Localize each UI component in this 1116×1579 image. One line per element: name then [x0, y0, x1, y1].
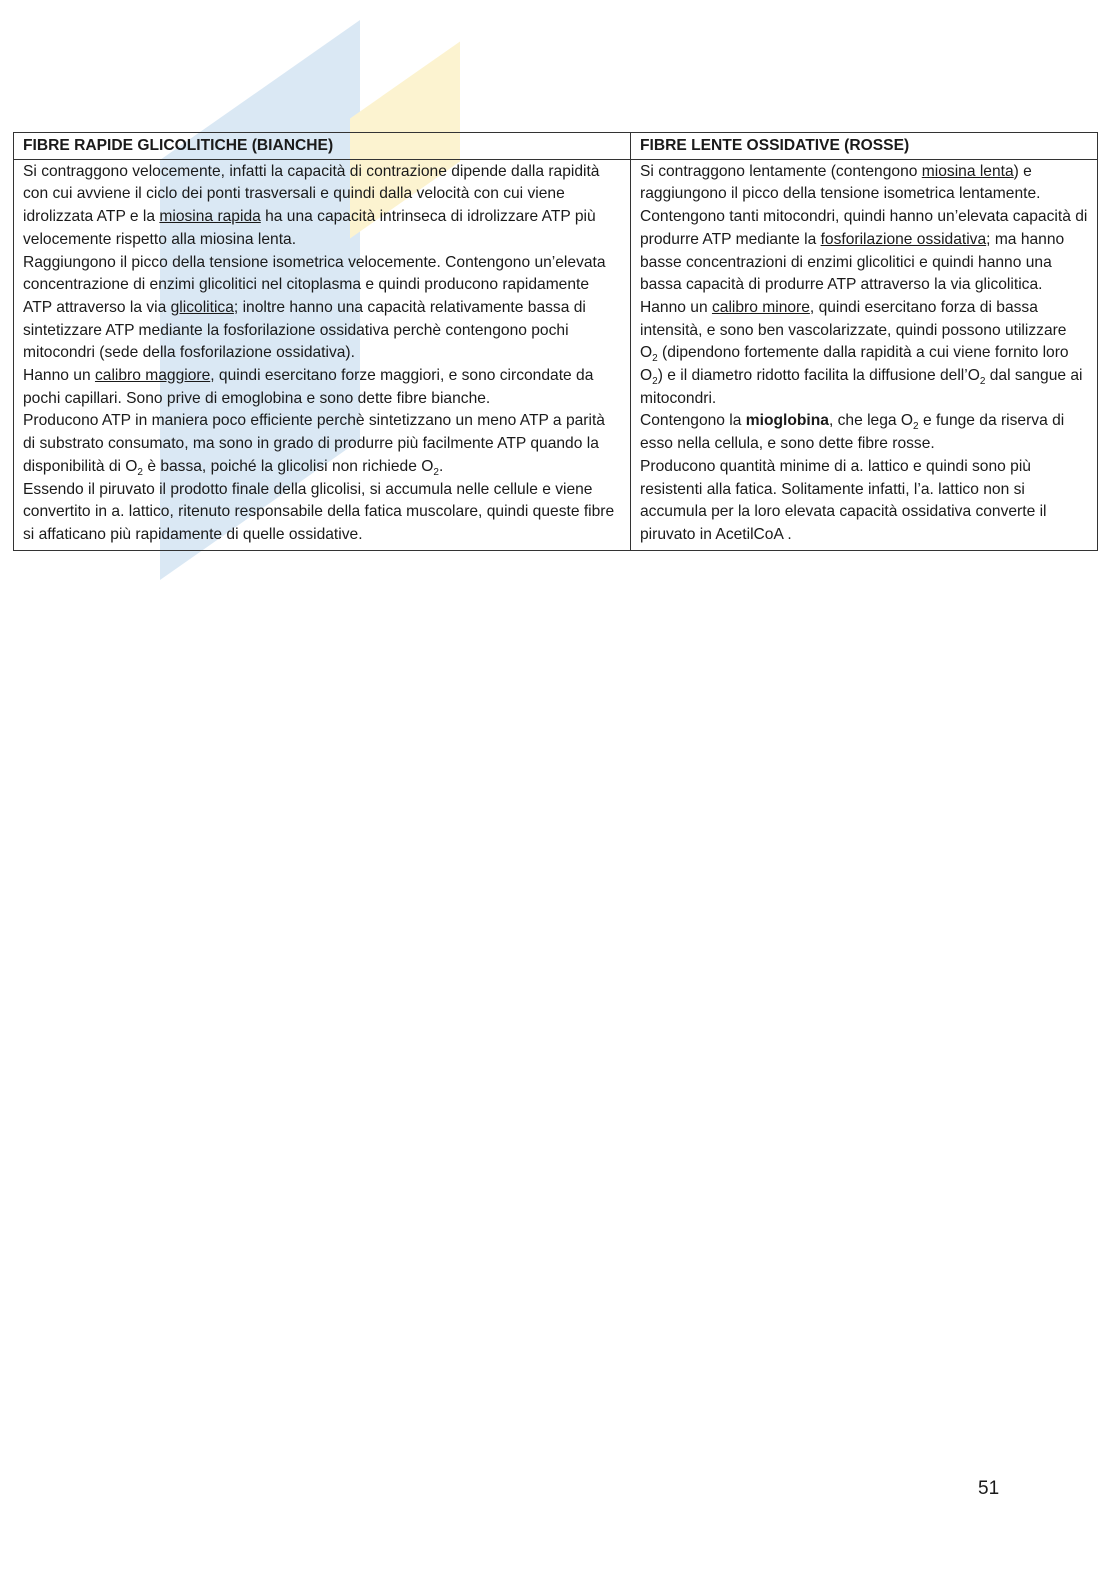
- page-number: 51: [978, 1478, 1000, 1499]
- paragraph: Producono ATP in maniera poco efficiente perchè sintetizzano un meno ATP a parità di substrato consumato, ma sono in grado di produrre più facilmente ATP quando la disponibilità di $O_2$ è bassa, poiché la glicolisi non richiede $O_2$.: [23, 412, 605, 478]
- paragraph: Raggiungono il picco della tensione isometrica velocemente. Contengono un’elevata concentrazione di enzimi glicolitici nel citoplasma e quindi producono rapidamente ATP attraverso la via glicolitica; inoltre hanno una capacità relativamente bassa di sintetizzare ATP mediante la fosforilazione ossidativa perchè contengono pochi mitocondri (sede della fosforilazione ossidativa).: [23, 253, 606, 362]
- header-slow-oxidative: FIBRE LENTE OSSIDATIVE (ROSSE): [631, 133, 1098, 160]
- paragraph: Essendo il piruvato il prodotto finale della glicolisi, si accumula nelle cellule e viene convertito in a. lattico, ritenuto responsabile della fatica muscolare, quindi queste fibre si affaticano più rapidamente di quelle ossidative.: [23, 480, 615, 543]
- underlined-term: calibro maggiore: [94, 367, 211, 385]
- paragraph: Si contraggono velocemente, infatti la capacità di contrazione dipende dalla rapidità con cui avviene il ciclo dei ponti trasversali e quindi dalla velocità con cui viene idrolizzata ATP e la miosina rapida ha una capacità intrinseca di idrolizzare ATP più velocemente rispetto alla miosina lenta.: [23, 162, 600, 248]
- underlined-term: calibro minore: [711, 298, 810, 316]
- paragraph: Producono quantità minime di a. lattico e quindi sono più resistenti alla fatica. Solitamente infatti, l’a. lattico non si accumula per la loro elevata capacità ossidativa converte il piruvato in AcetilCoA .: [640, 457, 1047, 543]
- paragraph: Hanno un calibro maggiore, quindi esercitano forze maggiori, e sono circondate da pochi capillari. Sono prive di emoglobina e sono dette fibre bianche.: [23, 367, 594, 407]
- paragraph: Hanno un calibro minore, quindi esercitano forza di bassa intensità, e sono ben vascolarizzate, quindi possono utilizzare $O_2$ (dipendono fortemente dalla rapidità a cui viene fornito loro $O_2$) e il diametro ridotto facilita la diffusione $dell’O_2$ dal sangue ai mitocondri.: [640, 298, 1083, 407]
- underlined-term: fosforilazione ossidativa: [820, 230, 987, 248]
- paragraph: Si contraggono lentamente (contengono miosina lenta) e raggiungono il picco della tensione isometrica lentamente.: [640, 162, 1041, 203]
- underlined-term: miosina lenta: [921, 162, 1014, 180]
- cell-slow-oxidative: [631, 159, 1098, 550]
- cell-fast-glycolytic: [14, 159, 631, 550]
- fibre-comparison-table: [13, 132, 1098, 551]
- underlined-term: glicolitica: [170, 298, 234, 316]
- table-row: [14, 159, 1098, 550]
- paragraph: Contengono la mioglobina, che lega $O_2$ e funge da riserva di esso nella cellula, e sono dette fibre rosse.: [640, 412, 1065, 453]
- header-fast-glycolytic: FIBRE RAPIDE GLICOLITICHE (BIANCHE): [14, 133, 631, 160]
- table-header-row: [14, 133, 1098, 160]
- bold-term: mioglobina: [745, 412, 829, 430]
- underlined-term: miosina rapida: [159, 208, 261, 226]
- paragraph: Contengono tanti mitocondri, quindi hanno un’elevata capacità di produrre ATP mediante la fosforilazione ossidativa; ma hanno basse concentrazioni di enzimi glicolitici e quindi hanno una bassa capacità di produrre ATP attraverso la via glicolitica.: [640, 208, 1088, 294]
